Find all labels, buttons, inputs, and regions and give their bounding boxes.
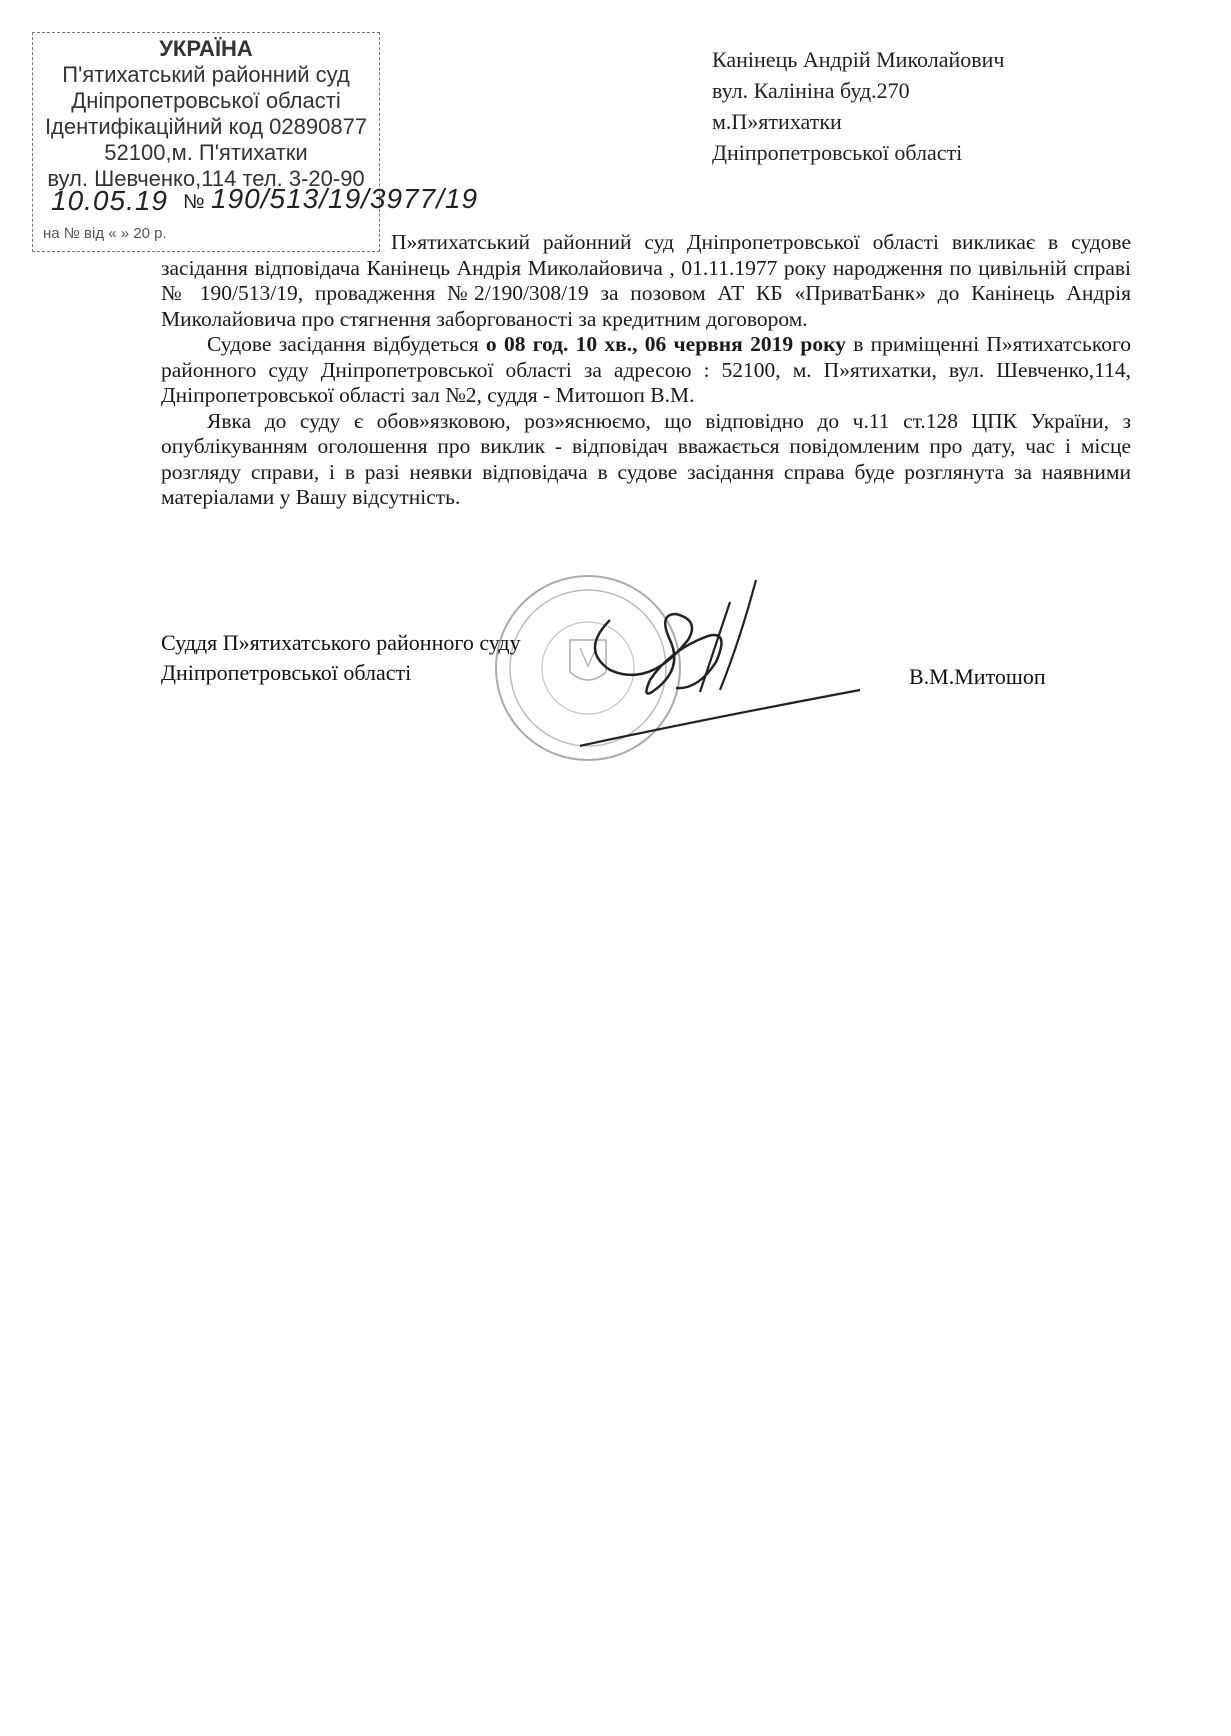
stamp-line: П'ятихатський районний суд bbox=[62, 62, 350, 87]
stamp-bottom-line: на № від « » 20 р. bbox=[43, 225, 167, 242]
paragraph-attendance: Явка до суду є обов»язковою, роз»яснюємо, що відповідно до ч.11 ст.128 ЦПК України, з опублікуванням оголошення про виклик - відповідач вважається повідомленим про дату, час і місце розгляду справи, і в разі неявки відповідача в судове засідання справа буде розглянута за наявними матеріалами у Вашу відсутність. bbox=[161, 408, 1131, 509]
recipient-region: Дніпропетровської області bbox=[712, 140, 963, 165]
recipient-name: Канінець Андрій Миколайович bbox=[712, 47, 1005, 72]
stamp-line: УКРАЇНА bbox=[159, 36, 253, 61]
paragraph-summons: П»ятихатський районний суд Дніпропетровської області викликає в судове засідання відповідача Канінець Андрія Миколайовича , 01.11.1977 року народження по цивільній справі № 190/513/19, провадження №2/190/308/19 за позовом АТ КБ «ПриватБанк» до Канінець Андрія Миколайовича про стягнення заборгованості за кредитним договором. bbox=[161, 230, 1131, 331]
signature-title-line1: Суддя П»ятихатського районного суду bbox=[161, 630, 521, 655]
recipient-city: м.П»ятихатки bbox=[712, 109, 842, 134]
signature-title-line2: Дніпропетровської області bbox=[161, 660, 412, 685]
hearing-datetime: о 08 год. 10 хв., 06 червня 2019 року bbox=[485, 332, 846, 356]
stamp-line: Дніпропетровської області bbox=[71, 88, 341, 113]
court-stamp bbox=[32, 32, 479, 252]
hearing-text-start: Судове засідання відбудеться bbox=[207, 332, 479, 356]
stamp-line: 52100,м. П'ятихатки bbox=[104, 140, 308, 165]
judge-name: В.М.Митошоп bbox=[909, 664, 1046, 689]
judge-signature-image bbox=[580, 580, 960, 760]
recipient-address bbox=[712, 44, 1004, 168]
stamp-handwritten-date: 10.05.19 bbox=[51, 185, 168, 216]
letter-body bbox=[161, 230, 1131, 511]
stamp-line: Ідентифікаційний код 02890877 bbox=[44, 114, 368, 139]
recipient-street: вул. Калініна буд.270 bbox=[712, 78, 910, 103]
stamp-number-prefix: № bbox=[183, 191, 206, 213]
paragraph-hearing bbox=[161, 332, 1131, 409]
hearing-text-end: в приміщенні П»ятихатського районного суду Дніпропетровської області за адресою : 52100, м. П»ятихатки, вул. Шевченко,114, Дніпропетровської області зал №2, суддя - Митошоп В.М. bbox=[161, 332, 1131, 407]
stamp-line: вул. Шевченко,114 тел. 3-20-90 bbox=[47, 166, 365, 191]
signature-title bbox=[161, 628, 521, 688]
stamp-handwritten-number: 190/513/19/3977/19 bbox=[211, 183, 479, 214]
